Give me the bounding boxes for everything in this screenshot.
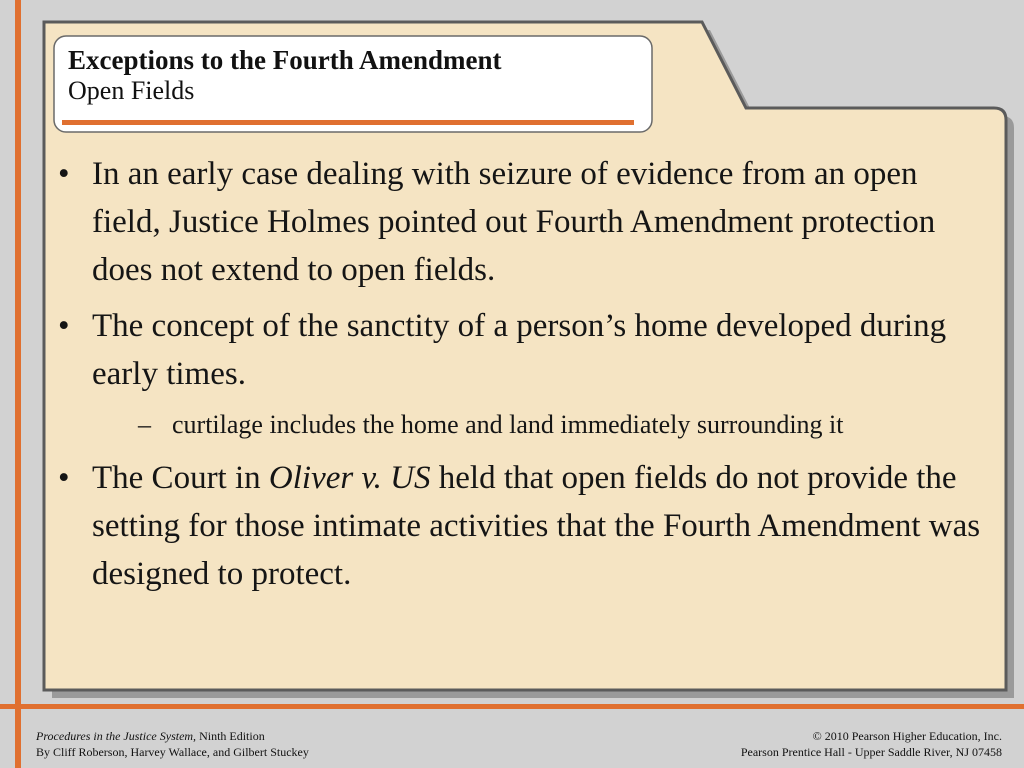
title-main: Exceptions to the Fourth Amendment bbox=[68, 45, 502, 75]
bullet-marker: • bbox=[58, 156, 70, 192]
bullet-item bbox=[58, 150, 988, 294]
slide-footer bbox=[0, 718, 1024, 768]
bullet-text-after: held that open fields do not provide the setting for those intimate activities that the Fourth Amendment was designed to protect. bbox=[92, 460, 981, 592]
left-accent-bar bbox=[15, 0, 21, 768]
bullet-marker: • bbox=[58, 308, 70, 344]
bullet-list bbox=[58, 150, 988, 606]
bullet-text: In an early case dealing with seizure of evidence from an open field, Justice Holmes pointed out Fourth Amendment protection does not extend to open fields. bbox=[92, 156, 936, 288]
book-edition: Ninth Edition bbox=[196, 729, 265, 743]
bullet-item bbox=[58, 302, 988, 398]
bullet-marker: • bbox=[58, 460, 70, 496]
sub-bullet-item bbox=[138, 406, 988, 444]
footer-right bbox=[741, 728, 1002, 760]
sub-bullet-text: curtilage includes the home and land immediately surrounding it bbox=[172, 410, 844, 439]
footer-book-line bbox=[36, 728, 309, 744]
bullet-text-before: The Court in bbox=[92, 460, 269, 496]
footer-left bbox=[36, 728, 309, 760]
footer-publisher: Pearson Prentice Hall - Upper Saddle River, NJ 07458 bbox=[740, 745, 1002, 759]
title-underline bbox=[62, 120, 634, 125]
footer-authors: By Cliff Roberson, Harvey Wallace, and Gilbert Stuckey bbox=[36, 745, 309, 759]
case-name: Oliver v. US bbox=[268, 460, 431, 496]
footer-copyright: © 2010 Pearson Higher Education, Inc. bbox=[812, 729, 1002, 743]
sub-bullet-marker: – bbox=[138, 410, 151, 439]
bullet-text: The concept of the sanctity of a person’s home developed during early times. bbox=[92, 308, 947, 392]
title-subtitle: Open Fields bbox=[68, 76, 195, 105]
book-title: Procedures in the Justice System, bbox=[36, 729, 197, 743]
slide-title bbox=[68, 44, 638, 106]
bottom-accent-bar bbox=[0, 704, 1024, 709]
bullet-item bbox=[58, 454, 988, 598]
